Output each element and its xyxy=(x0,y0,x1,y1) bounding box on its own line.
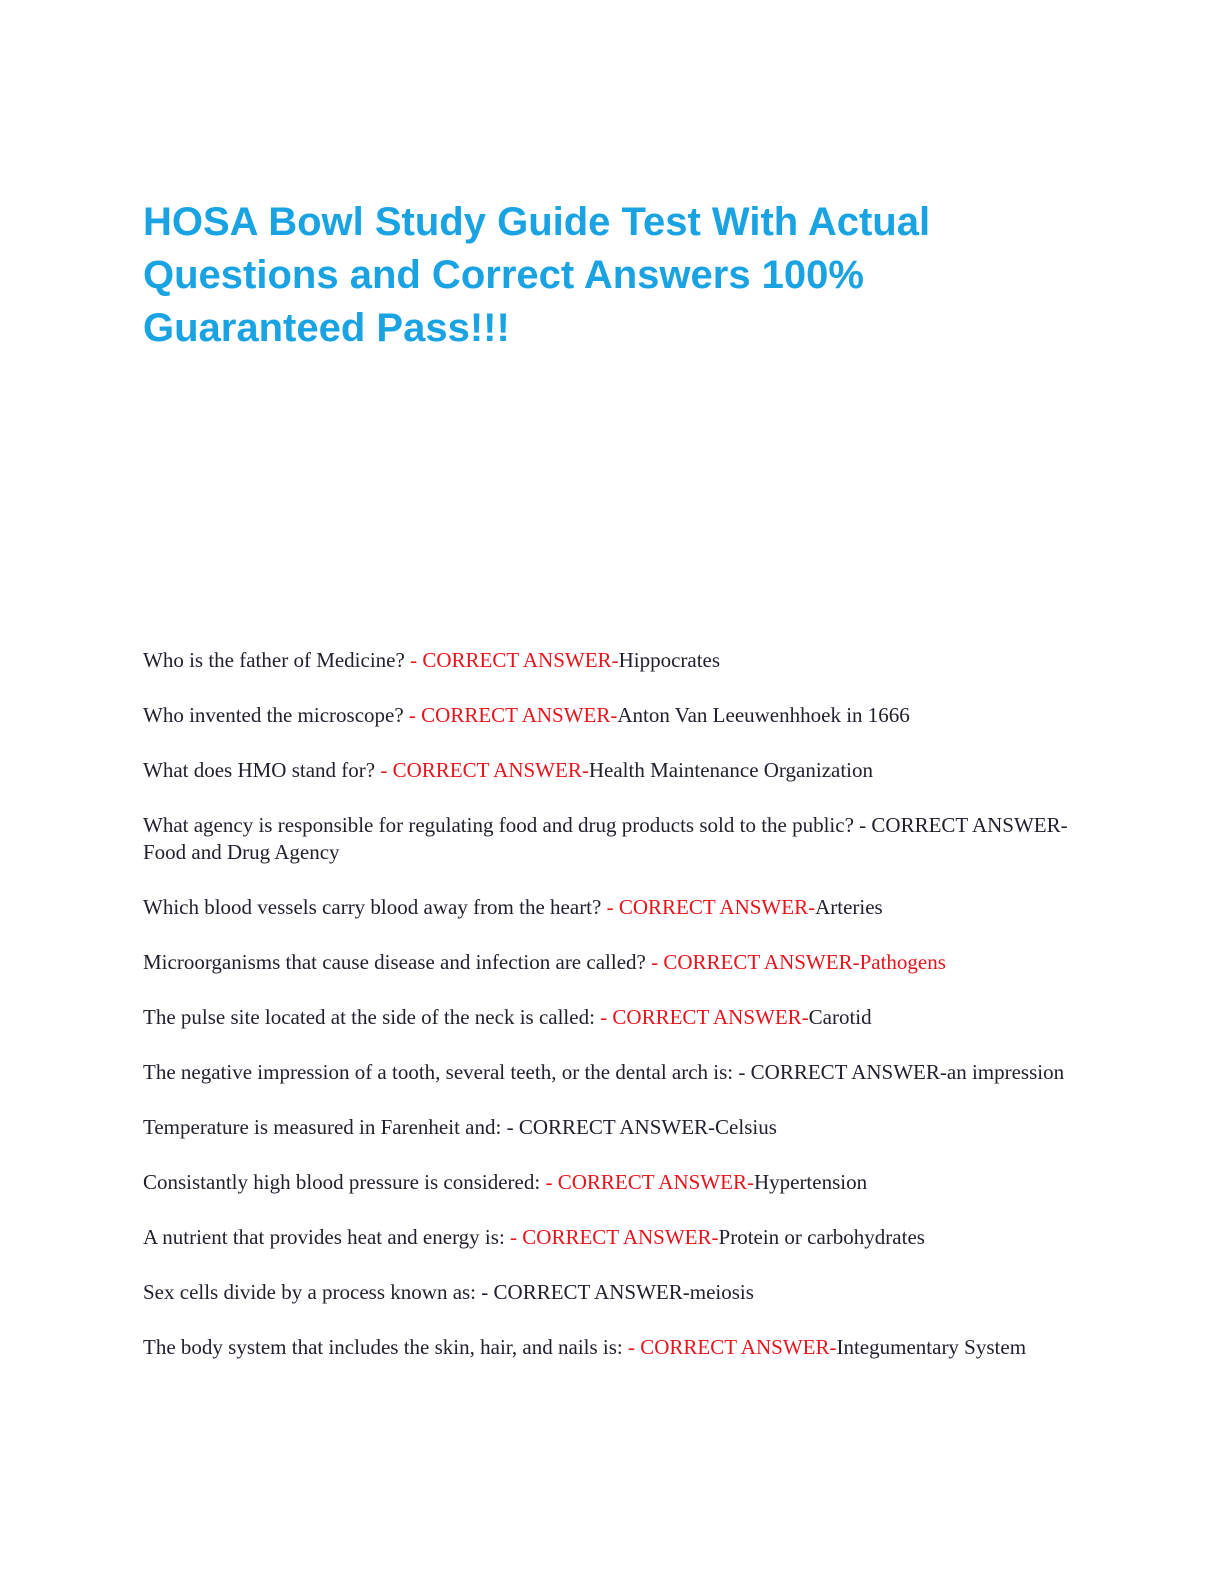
question-text: What does HMO stand for? xyxy=(143,758,381,782)
answer-text: meiosis xyxy=(689,1280,754,1304)
question-text: Consistantly high blood pressure is considered: xyxy=(143,1170,546,1194)
qa-item xyxy=(143,949,1083,976)
correct-answer-label: CORRECT ANSWER xyxy=(612,1005,802,1029)
answer-text: Celsius xyxy=(715,1115,777,1139)
correct-answer-label: CORRECT ANSWER xyxy=(750,1060,940,1084)
correct-answer-label: CORRECT ANSWER xyxy=(522,1225,712,1249)
qa-item xyxy=(143,1279,1083,1306)
answer-dash: - xyxy=(852,950,860,974)
separator-text: - xyxy=(600,1005,613,1029)
qa-item xyxy=(143,702,1083,729)
qa-item xyxy=(143,894,1083,921)
separator-text: - xyxy=(628,1335,641,1359)
answer-dash: - xyxy=(708,1115,716,1139)
question-text: The pulse site located at the side of the neck is called: xyxy=(143,1005,601,1029)
separator-text: - xyxy=(651,950,664,974)
separator-text: - xyxy=(738,1060,751,1084)
answer-dash: - xyxy=(939,1060,947,1084)
qa-item xyxy=(143,1224,1083,1251)
question-text: Microorganisms that cause disease and infection are called? xyxy=(143,950,652,974)
separator-text: - xyxy=(506,1115,519,1139)
qa-item xyxy=(143,1059,1083,1086)
qa-item xyxy=(143,757,1083,784)
question-text: Sex cells divide by a process known as: xyxy=(143,1280,482,1304)
answer-text: Carotid xyxy=(808,1005,872,1029)
answer-text: Pathogens xyxy=(859,950,946,974)
answer-dash: - xyxy=(611,648,619,672)
separator-text: - xyxy=(410,648,423,672)
correct-answer-label: CORRECT ANSWER xyxy=(618,895,809,919)
answer-dash: - xyxy=(746,1170,754,1194)
question-text: The body system that includes the skin, hair, and nails is: xyxy=(143,1335,628,1359)
question-text: The negative impression of a tooth, several teeth, or the dental arch is: xyxy=(143,1060,739,1084)
question-text: Who is the father of Medicine? xyxy=(143,648,411,672)
separator-text: - xyxy=(408,703,422,727)
answer-dash: - xyxy=(711,1225,719,1249)
qa-item xyxy=(143,1334,1083,1361)
separator-text: - xyxy=(606,895,619,919)
question-text: A nutrient that provides heat and energy is: xyxy=(143,1225,511,1249)
answer-dash: - xyxy=(682,1280,690,1304)
question-text: Who invented the microscope? xyxy=(143,703,409,727)
qa-list xyxy=(143,647,1083,1389)
document-title: HOSA Bowl Study Guide Test With Actual Questions and Correct Answers 100% Guaranteed Pass!!! xyxy=(143,200,931,350)
correct-answer-label: CORRECT ANSWER xyxy=(871,813,1061,837)
correct-answer-label: CORRECT ANSWER xyxy=(663,950,853,974)
question-text: What agency is responsible for regulating food and drug products sold to the public? xyxy=(143,813,860,837)
answer-dash: - xyxy=(610,703,618,727)
answer-dash: - xyxy=(829,1335,837,1359)
separator-text: - xyxy=(380,758,393,782)
qa-item xyxy=(143,812,1083,866)
correct-answer-label: CORRECT ANSWER xyxy=(640,1335,830,1359)
answer-text: Anton Van Leeuwenhhoek in 1666 xyxy=(617,703,910,727)
separator-text: - xyxy=(859,813,872,837)
separator-text: - xyxy=(481,1280,494,1304)
answer-text: Protein or carbohydrates xyxy=(718,1225,925,1249)
correct-answer-label: CORRECT ANSWER xyxy=(421,703,611,727)
question-text: Temperature is measured in Farenheit and: xyxy=(143,1115,507,1139)
separator-text: - xyxy=(510,1225,523,1249)
answer-dash: - xyxy=(801,1005,809,1029)
answer-text: Arteries xyxy=(815,895,883,919)
qa-item xyxy=(143,647,1083,674)
answer-text: Hypertension xyxy=(753,1170,868,1194)
answer-dash: - xyxy=(1060,813,1068,837)
question-text: Which blood vessels carry blood away from the heart? xyxy=(143,895,607,919)
correct-answer-label: CORRECT ANSWER xyxy=(493,1280,683,1304)
answer-text: Integumentary System xyxy=(836,1335,1027,1359)
answer-text: Food and Drug Agency xyxy=(143,840,340,864)
qa-item xyxy=(143,1004,1083,1031)
correct-answer-label: CORRECT ANSWER xyxy=(422,648,612,672)
correct-answer-label: CORRECT ANSWER xyxy=(518,1115,709,1139)
correct-answer-label: CORRECT ANSWER xyxy=(557,1170,747,1194)
qa-item xyxy=(143,1114,1083,1141)
answer-text: Hippocrates xyxy=(618,648,721,672)
separator-text: - xyxy=(545,1170,558,1194)
answer-text: Health Maintenance Organization xyxy=(588,758,874,782)
answer-dash: - xyxy=(581,758,589,782)
answer-dash: - xyxy=(808,895,816,919)
correct-answer-label: CORRECT ANSWER xyxy=(392,758,582,782)
qa-item xyxy=(143,1169,1083,1196)
answer-text: an impression xyxy=(946,1060,1065,1084)
